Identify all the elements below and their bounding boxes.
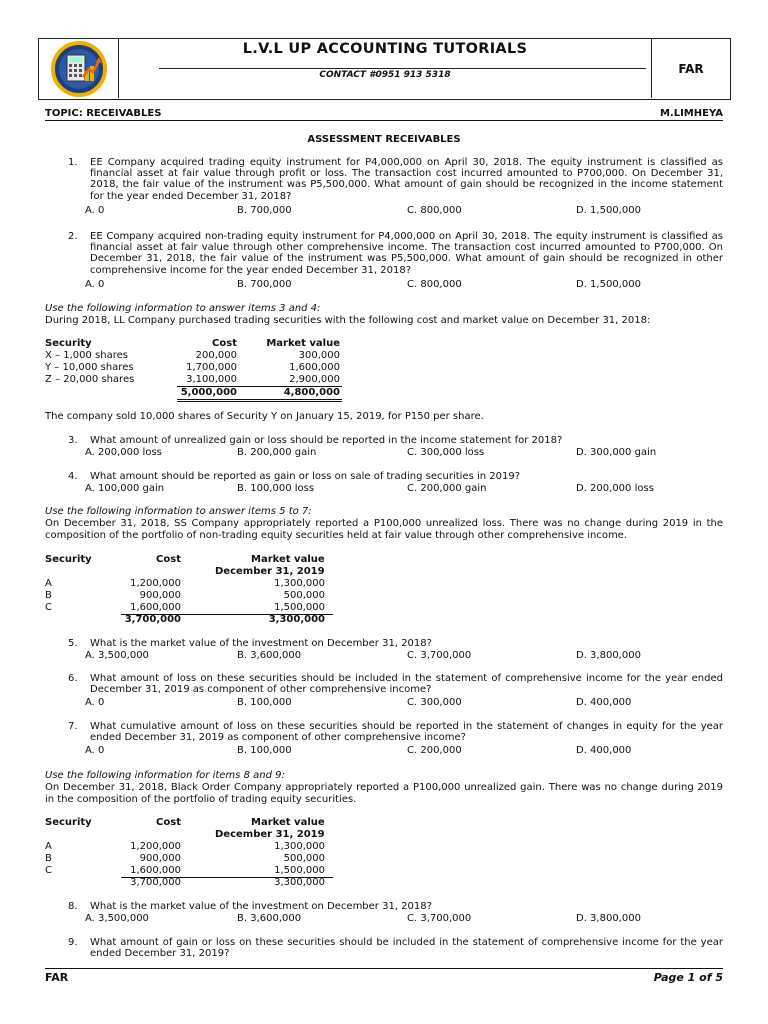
question-number: 2. xyxy=(68,231,78,242)
option-b: B. 100,000 xyxy=(237,697,292,708)
securities-table-1 xyxy=(45,338,355,400)
option-a: A. 3,500,000 xyxy=(85,650,149,661)
table-cell: 1,300,000 xyxy=(274,841,325,852)
table-header: Security xyxy=(45,817,92,828)
table-header: Cost xyxy=(212,338,237,349)
table-cell: 1,600,000 xyxy=(289,362,340,373)
question-text: What is the market value of the investment on December 31, 2018? xyxy=(90,638,432,649)
table-header: Cost xyxy=(156,554,181,565)
table-cell: A xyxy=(45,578,52,589)
question-number: 7. xyxy=(68,721,78,732)
table-cell: 900,000 xyxy=(139,590,181,601)
table-total: 3,300,000 xyxy=(274,877,325,888)
question-6 xyxy=(45,673,723,711)
info-text-3-4: During 2018, LL Company purchased trading securities with the following cost and market value on December 31, 2018: xyxy=(45,315,651,326)
info-text-8-9: On December 31, 2018, Black Order Company appropriately reported a P100,000 unrealized gain. There was no change during 2019 in the composition of the portfolio of trading equity securities. xyxy=(45,782,723,805)
question-text: What amount of gain or loss on these securities should be included in the statement of comprehensive income for the year ended December 31, 2019? xyxy=(90,937,723,960)
header-rule xyxy=(159,68,646,69)
logo-cell xyxy=(39,39,119,98)
options-row xyxy=(85,650,723,662)
table-cell: 500,000 xyxy=(283,853,325,864)
option-b: B. 200,000 gain xyxy=(237,447,317,458)
table-cell: A xyxy=(45,841,52,852)
option-a: A. 0 xyxy=(85,279,105,290)
table-cell: C xyxy=(45,865,52,876)
info-lead-8-9: Use the following information for items 8 and 9: xyxy=(45,770,285,781)
topic-rule xyxy=(45,120,723,121)
table-header: Market value xyxy=(251,554,325,565)
question-number: 6. xyxy=(68,673,78,684)
info-note-3-4: The company sold 10,000 shares of Security Y on January 15, 2019, for P150 per share. xyxy=(45,411,484,422)
table-header: Cost xyxy=(156,817,181,828)
option-a: A. 0 xyxy=(85,205,105,216)
question-number: 8. xyxy=(68,901,78,912)
table-total: 5,000,000 xyxy=(180,387,237,398)
option-c: C. 200,000 xyxy=(407,745,462,756)
double-rule xyxy=(177,399,342,402)
header-title: L.V.L UP ACCOUNTING TUTORIALS xyxy=(242,41,528,57)
question-text: What is the market value of the investment on December 31, 2018? xyxy=(90,901,432,912)
table-cell: 1,600,000 xyxy=(130,602,181,613)
option-b: B. 100,000 loss xyxy=(237,483,315,494)
table-cell: 2,900,000 xyxy=(289,374,340,385)
table-cell: Z – 20,000 shares xyxy=(45,374,135,385)
table-total: 4,800,000 xyxy=(283,387,340,398)
topic-label: TOPIC: RECEIVABLES xyxy=(45,108,162,119)
header-subject: FAR xyxy=(651,39,730,98)
options-row xyxy=(85,279,723,291)
option-d: D. 3,800,000 xyxy=(576,650,641,661)
footer-rule xyxy=(45,968,723,969)
table-header: Security xyxy=(45,338,92,349)
option-b: B. 3,600,000 xyxy=(237,650,302,661)
table-header: December 31, 2019 xyxy=(215,829,325,840)
question-number: 5. xyxy=(68,638,78,649)
table-cell: 900,000 xyxy=(139,853,181,864)
table-header: Market value xyxy=(266,338,340,349)
question-2 xyxy=(45,231,723,293)
table-cell: Y – 10,000 shares xyxy=(45,362,134,373)
option-d: D. 400,000 xyxy=(576,745,632,756)
document-header xyxy=(38,38,731,100)
option-d: D. 400,000 xyxy=(576,697,632,708)
question-text: EE Company acquired trading equity instrument for P4,000,000 on April 30, 2018. The equity instrument is classified as financial asset at fair value through profit or loss. The transaction cost incurred amounted to P700,000. On December 31, 2018, the fair value of the instrument was P5,500,000. What amount of gain should be recognized in the income statement for the year ended December 31, 2018? xyxy=(90,157,723,202)
table-total: 3,300,000 xyxy=(268,614,325,625)
author-label: M.LIMHEYA xyxy=(659,108,723,119)
securities-table-3 xyxy=(45,817,335,889)
question-4 xyxy=(45,471,723,497)
table-header: December 31, 2019 xyxy=(215,566,325,577)
table-cell: 1,600,000 xyxy=(130,865,181,876)
option-d: D. 300,000 gain xyxy=(576,447,657,458)
option-b: B. 3,600,000 xyxy=(237,913,302,924)
question-text: What amount should be reported as gain or loss on sale of trading securities in 2019? xyxy=(90,471,521,482)
table-cell: 1,200,000 xyxy=(130,578,181,589)
question-number: 4. xyxy=(68,471,78,482)
table-total: 3,700,000 xyxy=(130,877,181,888)
question-text: What cumulative amount of loss on these securities should be reported in the statement of changes in equity for the year ended December 31, 2019 as component of other comprehensive income? xyxy=(90,721,723,744)
question-text: What amount of unrealized gain or loss should be reported in the income statement for 2018? xyxy=(90,435,563,446)
option-b: B. 700,000 xyxy=(237,279,292,290)
table-cell: C xyxy=(45,602,52,613)
option-c: C. 300,000 loss xyxy=(407,447,485,458)
question-text: What amount of loss on these securities should be included in the statement of comprehensive income for the year ended December 31, 2019 as component of other comprehensive income? xyxy=(90,673,723,696)
table-cell: 1,700,000 xyxy=(186,362,237,373)
question-text: EE Company acquired non-trading equity instrument for P4,000,000 on April 30, 2018. The equity instrument is classified as financial asset at fair value through other comprehensive income. The transaction cost incurred amounted to P700,000. On December 31, 2018, the fair value of the instrument was P5,500,000. What amount of gain should be recognized in other comprehensive income for the year ended December 31, 2018? xyxy=(90,231,723,276)
info-text-5-7: On December 31, 2018, SS Company appropriately reported a P100,000 unrealized loss. There was no change during 2019 in the composition of the portfolio of non-trading equity securities held at fair value through other comprehensive income. xyxy=(45,518,723,541)
table-cell: 1,500,000 xyxy=(274,602,325,613)
option-c: C. 3,700,000 xyxy=(407,913,472,924)
table-cell: X – 1,000 shares xyxy=(45,350,128,361)
logo-icon xyxy=(47,41,111,97)
option-c: C. 800,000 xyxy=(407,279,462,290)
option-d: D. 1,500,000 xyxy=(576,279,641,290)
option-c: C. 200,000 gain xyxy=(407,483,487,494)
table-header: Market value xyxy=(251,817,325,828)
options-row xyxy=(85,697,723,709)
question-1 xyxy=(45,157,723,219)
question-number: 1. xyxy=(68,157,78,168)
option-a: A. 200,000 loss xyxy=(85,447,162,458)
options-row xyxy=(85,913,723,925)
securities-table-2 xyxy=(45,554,335,626)
question-7 xyxy=(45,721,723,759)
option-a: A. 0 xyxy=(85,697,105,708)
option-d: D. 1,500,000 xyxy=(576,205,641,216)
option-a: A. 100,000 gain xyxy=(85,483,165,494)
page-number: Page 1 of 5 xyxy=(653,971,723,984)
info-lead-5-7: Use the following information to answer items 5 to 7: xyxy=(45,506,312,517)
question-9 xyxy=(45,937,723,961)
options-row xyxy=(85,483,723,495)
option-a: A. 0 xyxy=(85,745,105,756)
table-cell: B xyxy=(45,590,52,601)
option-d: D. 3,800,000 xyxy=(576,913,641,924)
table-cell: 1,200,000 xyxy=(130,841,181,852)
option-c: C. 300,000 xyxy=(407,697,462,708)
table-cell: 1,300,000 xyxy=(274,578,325,589)
header-contact: CONTACT #0951 913 5318 xyxy=(319,70,451,80)
option-a: A. 3,500,000 xyxy=(85,913,149,924)
table-cell: 500,000 xyxy=(283,590,325,601)
option-c: C. 3,700,000 xyxy=(407,650,472,661)
table-header: Security xyxy=(45,554,92,565)
table-cell: 200,000 xyxy=(195,350,237,361)
question-8 xyxy=(45,901,723,927)
table-cell: B xyxy=(45,853,52,864)
table-cell: 1,500,000 xyxy=(274,865,325,876)
question-number: 3. xyxy=(68,435,78,446)
table-cell: 3,100,000 xyxy=(186,374,237,385)
option-b: B. 700,000 xyxy=(237,205,292,216)
option-c: C. 800,000 xyxy=(407,205,462,216)
question-3 xyxy=(45,435,723,461)
question-number: 9. xyxy=(68,937,78,948)
table-cell: 300,000 xyxy=(298,350,340,361)
info-lead-3-4: Use the following information to answer items 3 and 4: xyxy=(45,303,321,314)
options-row xyxy=(85,745,723,757)
footer-subject: FAR xyxy=(45,971,69,984)
options-row xyxy=(85,205,723,217)
option-d: D. 200,000 loss xyxy=(576,483,654,494)
table-total: 3,700,000 xyxy=(124,614,181,625)
options-row xyxy=(85,447,723,459)
option-b: B. 100,000 xyxy=(237,745,292,756)
assessment-title: ASSESSMENT RECEIVABLES xyxy=(307,134,461,145)
question-5 xyxy=(45,638,723,664)
